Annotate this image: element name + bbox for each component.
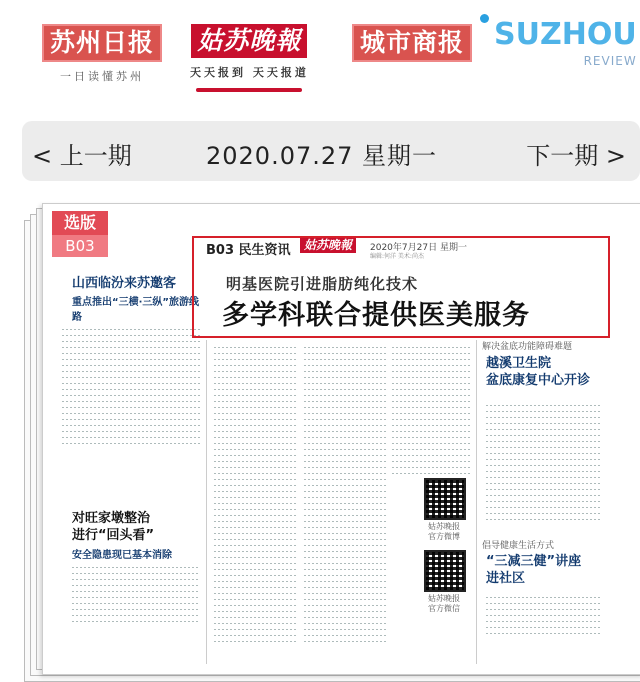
logo-suzhou-review[interactable] <box>494 18 637 68</box>
article-body-col3 <box>392 342 470 474</box>
paper-date: 2020年7月27日 星期一 <box>370 243 467 253</box>
logo-tagline: 一日读懂苏州 <box>60 70 144 83</box>
qr-caption: 姑苏晚报 官方微信 <box>428 594 460 613</box>
story-kicker: 倡导健康生活方式 <box>482 541 555 551</box>
story-title[interactable]: 对旺家墩整治 进行“回头看” <box>72 511 155 543</box>
section-name: B03 民生资讯 <box>206 243 291 258</box>
next-issue-button[interactable]: 下一期 > <box>526 142 626 170</box>
story-subtitle: 重点推出“三横·三纵”旅游线路 <box>72 297 199 323</box>
logo-mark: 苏州日报 <box>42 24 162 62</box>
story-subtitle: 安全隐患现已基本消除 <box>72 550 172 561</box>
qr-caption: 姑苏晚报 官方微博 <box>428 522 460 541</box>
story-body <box>486 400 600 520</box>
page-select-badge[interactable] <box>52 211 108 257</box>
story-body <box>486 592 600 634</box>
logo-tagline: REVIEW <box>583 54 637 68</box>
paper-logo: 姑苏晚報 <box>300 237 356 253</box>
story-kicker: 解决盆底功能障碍难题 <box>482 342 573 352</box>
logo-suzhou-daily[interactable] <box>42 24 162 84</box>
logo-mark: 城市商报 <box>352 24 472 62</box>
paper-editor-line: 编辑:何洋 美术:尚杰 <box>370 253 424 260</box>
prev-issue-button[interactable]: < 上一期 <box>32 142 132 170</box>
article-body-col1 <box>214 342 298 642</box>
logo-mark: SUZHOU <box>494 17 637 52</box>
column-divider <box>476 340 477 664</box>
active-indicator <box>196 88 302 92</box>
qr-code-icon <box>424 550 466 592</box>
logo-dot-icon <box>480 14 489 23</box>
logo-city-business[interactable] <box>352 24 472 62</box>
masthead-bar <box>0 0 640 100</box>
story-body <box>72 562 198 622</box>
left-story-1[interactable] <box>62 272 202 444</box>
story-body <box>62 329 202 444</box>
page-number: B03 <box>52 235 108 257</box>
issue-date[interactable]: 2020.07.27 星期一 <box>206 142 438 170</box>
issue-nav <box>22 121 640 181</box>
logo-mark: 姑苏晚報 <box>191 24 307 58</box>
column-divider <box>206 340 207 664</box>
article-headline[interactable]: 多学科联合提供医美服务 <box>222 300 530 331</box>
story-title[interactable]: “三减三健”讲座 进社区 <box>486 554 582 586</box>
article-kicker[interactable]: 明基医院引进脂肪纯化技术 <box>226 275 419 293</box>
story-title: 山西临汾来苏邀客 <box>72 276 177 291</box>
qr-code-icon <box>424 478 466 520</box>
page-select-label: 选版 <box>63 213 96 232</box>
article-body-col2 <box>304 342 386 642</box>
story-title[interactable]: 越溪卫生院 盆底康复中心开诊 <box>486 356 591 388</box>
article-highlight-box[interactable] <box>192 236 610 338</box>
logo-tagline: 天天报到 天天报道 <box>190 66 309 79</box>
logo-gusu-evening[interactable] <box>190 24 309 92</box>
